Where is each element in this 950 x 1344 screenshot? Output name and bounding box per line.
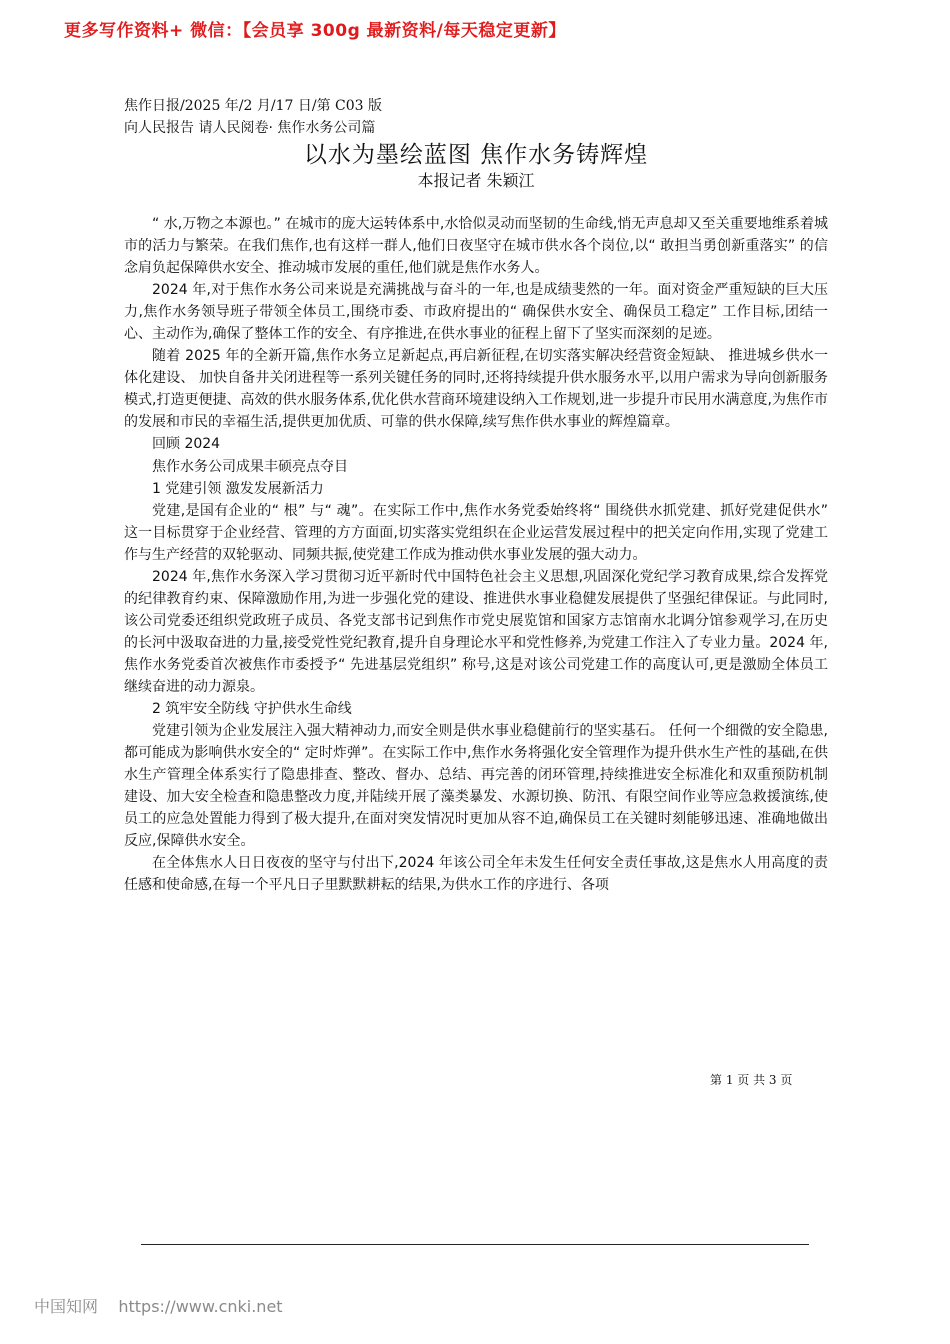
subsection-heading: 1 党建引领 激发发展新活力 [152, 480, 324, 497]
paragraph: 党建引领为企业发展注入强大精神动力,而安全则是供水事业稳健前行的坚实基石。 任何一个细微的安全隐患,都可能成为影响供水安全的“ 定时炸弹”。在实际工作中,焦作水务将强化安全管理作为提升供水生产性的基础,在供水生产管理全体系实行了隐患排查、整改、督办、总结、再完善的闭环管理,持续推进安全标准化和双重预防机制建设、加大安全检查和隐患整改力度,并陆续开展了藻类暴发、水源切换、防汛、有限空间作业等应急救援演练,使员工的应急处置能力得到了极大提升,在面对突发情况时更加从容不迫,确保员工在关键时刻能够迅速、准确地做出反应,保障供水安全。 [124, 723, 828, 850]
section-heading: 焦作水务公司成果丰硕亮点夺目 [152, 458, 348, 475]
page-number: 第 1 页 共 3 页 [710, 1073, 793, 1087]
column-line: 向人民报告 请人民阅卷· 焦作水务公司篇 [124, 120, 376, 136]
article-headline: 以水为墨绘蓝图 焦作水务铸辉煌 [303, 142, 649, 168]
section-heading: 回顾 2024 [152, 436, 221, 453]
promo-banner: 更多写作资料+ 微信：【会员享 300g 最新资料/每天稳定更新】 [64, 21, 566, 41]
subsection-heading: 2 筑牢安全防线 守护供水生命线 [152, 701, 352, 718]
footer-divider [141, 1244, 809, 1245]
footer-watermark: 中国知网 https://www.cnki.net [34, 1297, 283, 1316]
paragraph: 2024 年,对于焦作水务公司来说是充满挑战与奋斗的一年,也是成绩斐然的一年。面对资金严重短缺的巨大压力,焦作水务领导班子带领全体员工,围绕市委、市政府提出的“ 确保供水安全、确保员工稳定” 工作目标,团结一心、主动作为,确保了整体工作的安全、有序推进,在供水事业的征程上留下了坚实而深刻的足迹。 [124, 282, 828, 343]
paragraph: “ 水,万物之本源也。” 在城市的庞大运转体系中,水恰似灵动而坚韧的生命线,悄无声息却又至关重要地维系着城市的活力与繁荣。在我们焦作,也有这样一群人,他们日夜坚守在城市供水各个岗位,以“ 敢担当勇创新重落实” 的信念肩负起保障供水安全、推动城市发展的重任,他们就是焦作水务人。 [124, 216, 828, 277]
article-byline: 本报记者 朱颖江 [417, 171, 535, 190]
article-body [124, 213, 828, 896]
paragraph: 随着 2025 年的全新开篇,焦作水务立足新起点,再启新征程,在切实落实解决经营资金短缺、 推进城乡供水一体化建设、 加快自备井关闭进程等一系列关键任务的同时,还将持续提升供水服务水平,以用户需求为导向创新服务模式,打造更便捷、高效的供水服务体系,优化供水营商环境建设纳入工作规划,进一步提升市民用水满意度,为焦作市的发展和市民的幸福生活,提供更加优质、可靠的供水保障,续写焦作供水事业的辉煌篇章。 [124, 348, 828, 431]
paragraph: 2024 年,焦作水务深入学习贯彻习近平新时代中国特色社会主义思想,巩固深化党纪学习教育成果,综合发挥党的纪律教育约束、保障激励作用,为进一步强化党的建设、推进供水事业稳健发展提供了坚强纪律保证。与此同时,该公司党委还组织党政班子成员、各党支部书记到焦作市党史展览馆和国家方志馆南水北调分馆参观学习,在历史的长河中汲取奋进的力量,接受党性党纪教育,提升自身理论水平和党性修养,为党建工作注入了专业力量。2024 年,焦作水务党委首次被焦作市委授予“ 先进基层党组织” 称号,这是对该公司党建工作的高度认可,更是激励全体员工继续奋进的动力源泉。 [124, 568, 828, 695]
paragraph: 党建,是国有企业的“ 根” 与“ 魂”。在实际工作中,焦作水务党委始终将“ 围绕供水抓党建、抓好党建促供水” 这一目标贯穿于企业经营、管理的方方面面,切实落实党组织在企业运营发展过程中的把关定向作用,实现了党建工作与生产经营的双轮驱动、同频共振,使党建工作成为推动供水事业发展的强大动力。 [124, 502, 828, 563]
paragraph: 在全体焦水人日日夜夜的坚守与付出下,2024 年该公司全年未发生任何安全责任事故,这是焦水人用高度的责任感和使命感,在每一个平凡日子里默默耕耘的结果,为供水工作的序进行、各项 [124, 855, 828, 894]
source-line: 焦作日报/2025 年/2 月/17 日/第 C03 版 [124, 98, 382, 114]
